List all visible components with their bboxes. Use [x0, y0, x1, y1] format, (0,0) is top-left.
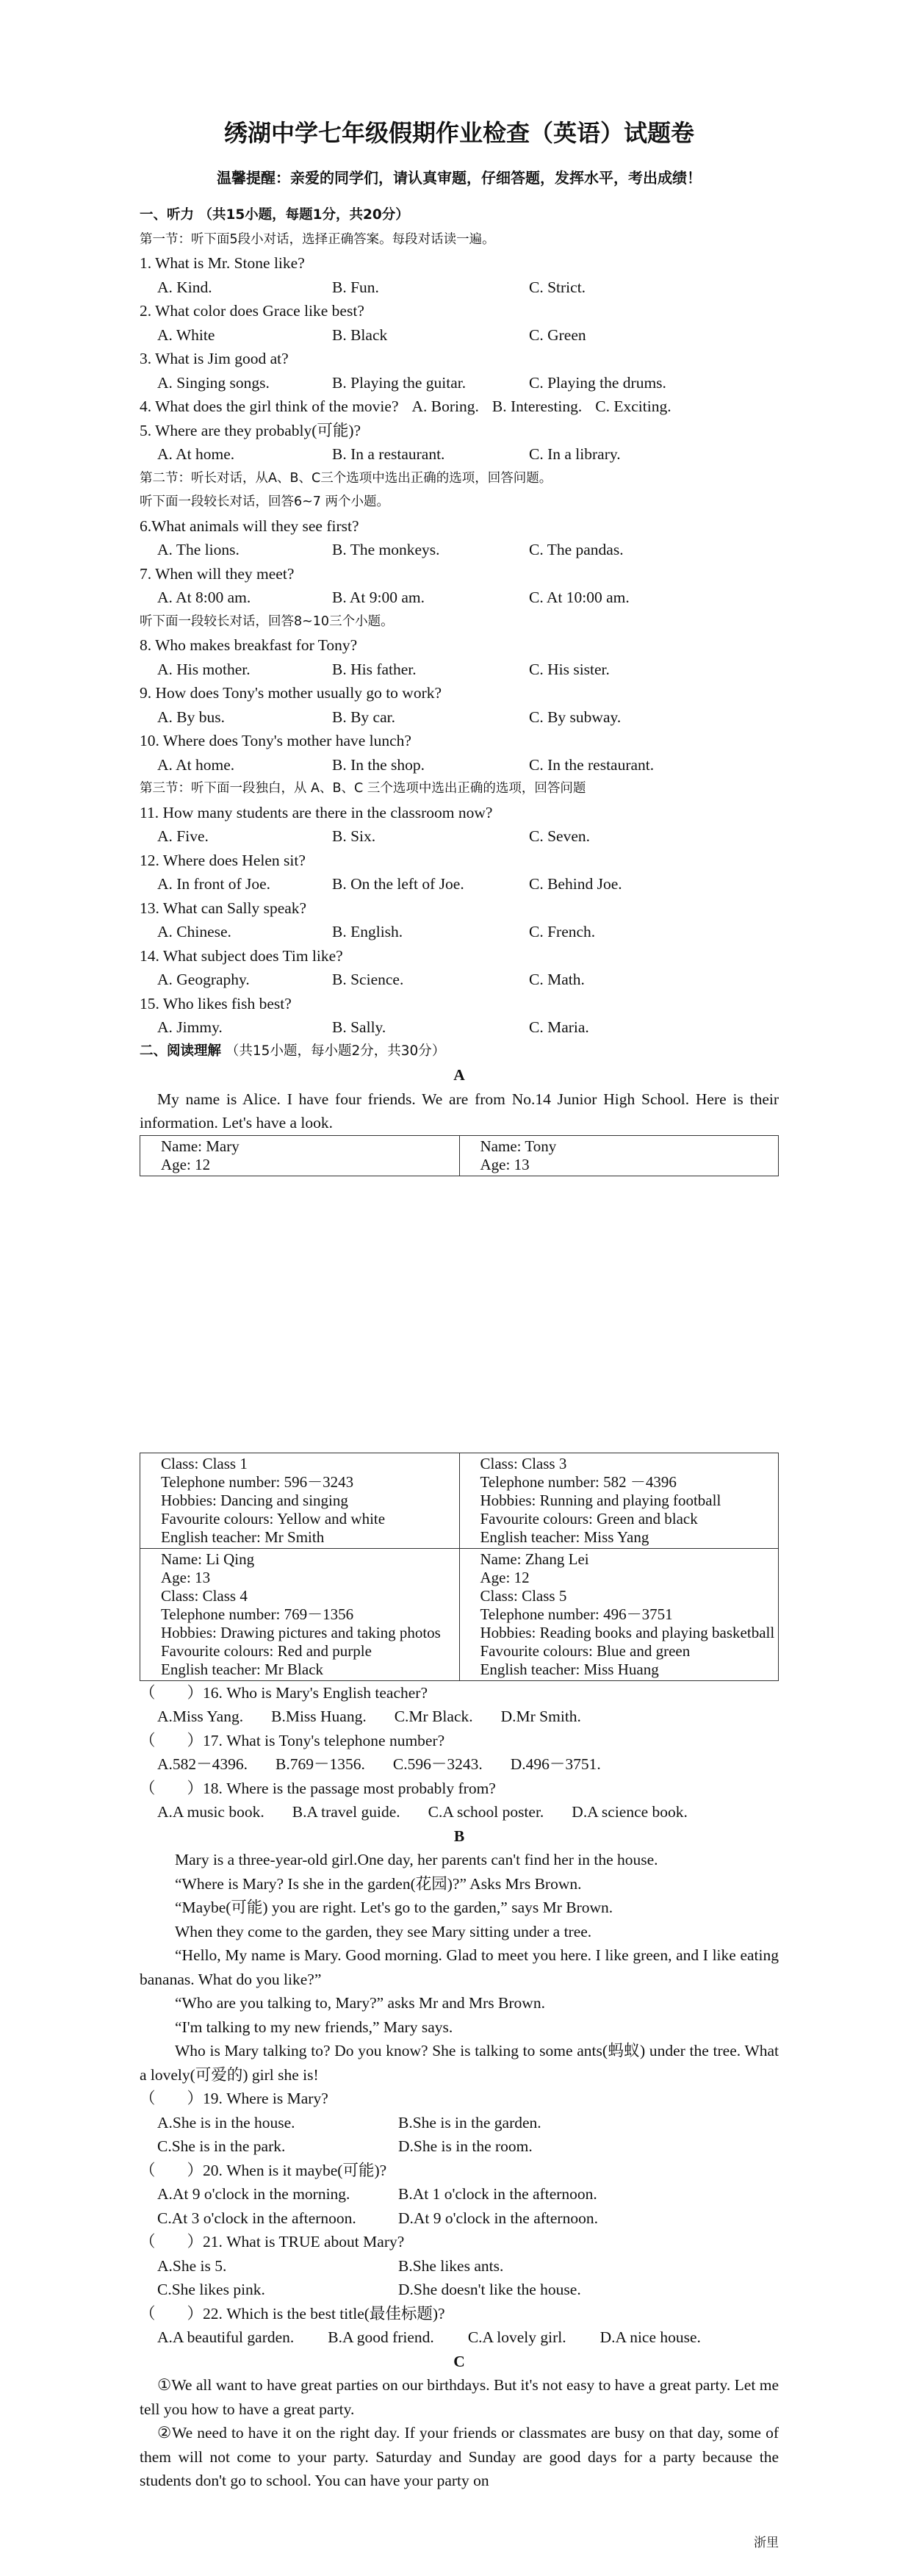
- passage-paragraph: ②We need to have it on the right day. If your friends or classmates are busy on that day, some of them will not come to your party. Saturday and Sunday are good days for a party because the students don't go to school. You can have your party on: [140, 2424, 779, 2489]
- option: C.She is in the park.: [157, 2137, 286, 2155]
- option-c: C. Maria.: [529, 1018, 589, 1036]
- option-c: C. Math.: [529, 971, 585, 988]
- cell-line: Telephone number: 496－3751: [480, 1605, 673, 1623]
- option-b: B. English.: [332, 923, 403, 940]
- option-b: B. Fun.: [332, 278, 379, 296]
- passage-paragraph: “Who are you talking to, Mary?” asks Mr and Mrs Brown.: [175, 1994, 545, 2012]
- section2-heading: 二、阅读理解 （共15小题，每小题2分，共30分）: [140, 1043, 446, 1059]
- table-cell: [459, 1548, 779, 1680]
- option-a: A. By bus.: [157, 708, 225, 726]
- option-a: A. At home.: [157, 755, 235, 774]
- section1-heading: 一、听力 （共15小题，每题1分，共20分）: [140, 207, 409, 223]
- cell-line: Favourite colours: Red and purple: [161, 1641, 372, 1660]
- question-stem: 12. Where does Helen sit?: [140, 851, 306, 869]
- info-table: [140, 1453, 779, 1681]
- option: C.Mr Black.: [394, 1708, 473, 1725]
- reminder-text: 温馨提醒：亲爱的同学们，请认真审题，仔细答题，发挥水平，考出成绩！: [217, 169, 702, 187]
- option-b: B. On the left of Joe.: [332, 875, 464, 893]
- option-a: A. Boring.: [411, 397, 479, 415]
- question-stem: 5. Where are they probably(可能)?: [140, 421, 361, 439]
- options-row: [140, 705, 779, 730]
- passage-paragraph: “I'm talking to my new friends,” Mary says.: [175, 2018, 453, 2036]
- options-row: [140, 872, 779, 896]
- options-row: [140, 658, 779, 682]
- option-c: C. In a library.: [529, 445, 621, 463]
- option-b: B. At 9:00 am.: [332, 589, 425, 606]
- options-row: [140, 2278, 779, 2302]
- option: D.She doesn't like the house.: [398, 2281, 581, 2298]
- question-stem: （ ）22. Which is the best title(最佳标题)?: [140, 2304, 445, 2323]
- option-b: B. By car.: [332, 708, 395, 726]
- table-cell: [459, 1453, 779, 1548]
- option: A.A beautiful garden.: [157, 2328, 295, 2346]
- option-b: B. In the shop.: [332, 755, 425, 774]
- options-row: [140, 1015, 779, 1040]
- passage-b-label: B: [453, 1827, 465, 1845]
- option-a: A. His mother.: [157, 660, 251, 678]
- options-row: [140, 2254, 779, 2278]
- options-row: [140, 2111, 779, 2135]
- info-table-top: [140, 1135, 779, 1176]
- options-row: [140, 2206, 779, 2231]
- listening-questions-11-15: [140, 801, 779, 1040]
- option-c: C. Playing the drums.: [529, 373, 666, 392]
- option-b: B. Science.: [332, 971, 404, 988]
- listening-questions-6-7: [140, 514, 779, 610]
- table-cell-tony: Name: Tony Age: 13: [459, 1135, 779, 1176]
- option-c: C. Exciting.: [595, 397, 671, 415]
- cell-line: Telephone number: 582 －4396: [480, 1472, 677, 1491]
- option: B.Miss Huang.: [271, 1708, 367, 1725]
- options-row: [140, 2134, 779, 2159]
- question-stem: 11. How many students are there in the classroom now?: [140, 803, 493, 821]
- options-row: [140, 586, 779, 610]
- passage-paragraph: ①We all want to have great parties on our birthdays. But it's not easy to have a great party. Let me tell you how to have a great party.: [140, 2376, 779, 2418]
- option-a: A. White: [157, 325, 215, 344]
- cell-line: Favourite colours: Green and black: [480, 1509, 698, 1528]
- passage-a-questions: [140, 1681, 779, 1824]
- option: A.She is in the house.: [157, 2113, 295, 2131]
- table-cell: [140, 1548, 460, 1680]
- cell-line: Class: Class 5: [480, 1586, 567, 1605]
- cell-line: Hobbies: Reading books and playing basketball: [480, 1623, 775, 1641]
- question-stem: 6.What animals will they see first?: [140, 517, 359, 535]
- option-a: A. Jimmy.: [157, 1018, 223, 1036]
- option-c: C. French.: [529, 923, 596, 940]
- option: B.769－1356.: [276, 1755, 365, 1773]
- option: C.A school poster.: [428, 1803, 544, 1821]
- option: B.She likes ants.: [398, 2256, 504, 2275]
- option: A.She is 5.: [157, 2256, 227, 2275]
- passage-b-text: [140, 1848, 779, 2087]
- cell-line: English teacher: Mr Smith: [161, 1528, 325, 1546]
- option-a: A. In front of Joe.: [157, 875, 271, 893]
- cell-line: Class: Class 1: [161, 1454, 248, 1472]
- option: D.A science book.: [572, 1803, 688, 1821]
- question-stem: 3. What is Jim good at?: [140, 350, 289, 367]
- options-row: [140, 442, 779, 467]
- options-row: [140, 824, 779, 849]
- passage-a-intro: My name is Alice. I have four friends. We are from No.14 Junior High School. Here is their information. Let's have a look.: [140, 1090, 779, 1132]
- question-stem: （ ）20. When is it maybe(可能)?: [140, 2161, 387, 2179]
- option-c: C. Strict.: [529, 278, 586, 296]
- section1-part1: 第一节：听下面5段小对话，选择正确答案。每段对话读一遍。: [140, 231, 495, 247]
- options-row: [140, 968, 779, 992]
- option: A.Miss Yang.: [157, 1708, 244, 1725]
- listening-questions-1-5: [140, 251, 779, 467]
- passage-paragraph: “Hello, My name is Mary. Good morning. Glad to meet you here. I like green, and I like eating bananas. What do you like?”: [140, 1946, 779, 1988]
- option: C.596－3243.: [392, 1755, 483, 1773]
- question-stem: 2. What color does Grace like best?: [140, 302, 364, 320]
- option-c: C. Green: [529, 325, 586, 344]
- option-c: C. At 10:00 am.: [529, 589, 630, 606]
- option: D.Mr Smith.: [500, 1708, 581, 1725]
- cell-line: Class: Class 4: [161, 1586, 248, 1605]
- option-b: B. Six.: [332, 827, 376, 845]
- options-row: [140, 1752, 779, 1777]
- option: C.A lovely girl.: [467, 2328, 566, 2346]
- option-a: A. At home.: [157, 445, 235, 463]
- blank-space: [140, 1176, 779, 1453]
- question-stem: （ ）19. Where is Mary?: [140, 2090, 328, 2107]
- option-a: A. Singing songs.: [157, 373, 270, 392]
- section1-part2: 第二节：听长对话，从A、B、C三个选项中选出正确的选项，回答问题。: [140, 470, 552, 486]
- question-stem: 9. How does Tony's mother usually go to work?: [140, 684, 442, 702]
- cell-line: Age: 13: [161, 1568, 211, 1586]
- option-b: B. His father.: [332, 660, 417, 678]
- question-stem: 1. What is Mr. Stone like?: [140, 254, 305, 272]
- passage-c-label: C: [453, 2352, 465, 2370]
- cell-line: Name: Li Qing: [161, 1550, 255, 1568]
- passage-a-label: A: [453, 1066, 465, 1084]
- cell-line: Favourite colours: Yellow and white: [161, 1509, 386, 1528]
- option: A.582－4396.: [157, 1755, 248, 1773]
- option-a: A. At 8:00 am.: [157, 589, 251, 606]
- passage-paragraph: “Where is Mary? Is she in the garden(花园)?” Asks Mrs Brown.: [175, 1874, 582, 1893]
- option: B.A good friend.: [328, 2328, 434, 2346]
- section1-long2: 听下面一段较长对话，回答8~10三个小题。: [140, 614, 394, 629]
- passage-paragraph: “Maybe(可能) you are right. Let's go to the garden,” says Mr Brown.: [175, 1899, 613, 1916]
- option: D.A nice house.: [599, 2328, 701, 2346]
- exam-page: [140, 110, 779, 2493]
- option: D.At 9 o'clock in the afternoon.: [398, 2209, 598, 2227]
- option-a: A. Five.: [157, 827, 209, 845]
- question-stem: （ ）18. Where is the passage most probably from?: [140, 1779, 496, 1797]
- passage-b-questions: [140, 2087, 779, 2302]
- option: D.She is in the room.: [398, 2137, 533, 2155]
- option: C.At 3 o'clock in the afternoon.: [157, 2209, 356, 2227]
- question-stem: （ ）16. Who is Mary's English teacher?: [140, 1683, 428, 1702]
- passage-paragraph: When they come to the garden, they see Mary sitting under a tree.: [175, 1922, 592, 1940]
- table-cell-mary: Name: Mary Age: 12: [140, 1135, 460, 1176]
- listening-questions-8-10: [140, 633, 779, 777]
- option: D.496－3751.: [510, 1755, 601, 1773]
- options-row: [140, 276, 779, 300]
- options-row: [140, 371, 779, 395]
- options-row: [140, 2182, 779, 2206]
- cell-line: Class: Class 3: [480, 1454, 567, 1472]
- option-a: A. The lions.: [157, 541, 240, 558]
- question-stem: 10. Where does Tony's mother have lunch?: [140, 732, 411, 749]
- cell-line: Age: 12: [480, 1568, 530, 1586]
- question-stem: [140, 395, 779, 419]
- passage-paragraph: Mary is a three-year-old girl.One day, her parents can't find her in the house.: [175, 1851, 658, 1868]
- options-row: [140, 323, 779, 348]
- options-row: [140, 538, 779, 562]
- option-b: B. Playing the guitar.: [332, 373, 467, 392]
- cell-line: English teacher: Mr Black: [161, 1660, 324, 1678]
- section1-long1: 听下面一段较长对话，回答6~7 两个小题。: [140, 494, 389, 509]
- option-b: B. Black: [332, 325, 388, 344]
- question-stem: 8. Who makes breakfast for Tony?: [140, 636, 358, 654]
- cell-line: Telephone number: 596－3243: [161, 1472, 354, 1491]
- cell-line: Telephone number: 769－1356: [161, 1605, 354, 1623]
- options-row: [140, 1705, 779, 1729]
- option: B.A travel guide.: [292, 1803, 400, 1821]
- option-c: C. The pandas.: [529, 541, 624, 558]
- question-stem: （ ）21. What is TRUE about Mary?: [140, 2233, 405, 2251]
- cell-line: Favourite colours: Blue and green: [480, 1641, 691, 1660]
- options-row: [140, 2325, 779, 2350]
- option: B.She is in the garden.: [398, 2113, 541, 2131]
- question-stem: 13. What can Sally speak?: [140, 899, 307, 917]
- option-a: A. Kind.: [157, 278, 212, 296]
- cell-line: English teacher: Miss Yang: [480, 1528, 649, 1546]
- question-22: [140, 2302, 779, 2350]
- option: A.At 9 o'clock in the morning.: [157, 2185, 350, 2203]
- table-cell: [140, 1453, 460, 1548]
- option-b: B. Sally.: [332, 1018, 386, 1036]
- option-c: C. By subway.: [529, 708, 622, 726]
- passage-paragraph: Who is Mary talking to? Do you know? She is talking to some ants(蚂蚁) under the tree. What a lovely(可爱的) girl she is!: [140, 2042, 779, 2084]
- option-c: C. Seven.: [529, 827, 591, 845]
- cell-line: English teacher: Miss Huang: [480, 1660, 659, 1678]
- question-stem: 7. When will they meet?: [140, 564, 295, 583]
- options-row: [140, 1800, 779, 1824]
- option-b: B. In a restaurant.: [332, 445, 445, 463]
- option: A.A music book.: [157, 1803, 264, 1821]
- cell-line: Hobbies: Dancing and singing: [161, 1491, 348, 1509]
- question-stem-text: 4. What does the girl think of the movie?: [140, 397, 399, 415]
- question-stem: （ ）17. What is Tony's telephone number?: [140, 1731, 445, 1749]
- option-c: C. His sister.: [529, 660, 610, 678]
- option-b: B. The monkeys.: [332, 541, 440, 558]
- cell-line: Hobbies: Drawing pictures and taking photos: [161, 1623, 441, 1641]
- question-stem: 15. Who likes fish best?: [140, 994, 292, 1012]
- question-stem: 14. What subject does Tim like?: [140, 946, 343, 965]
- option: C.She likes pink.: [157, 2281, 265, 2298]
- options-row: [140, 920, 779, 944]
- option: B.At 1 o'clock in the afternoon.: [398, 2185, 597, 2203]
- option-a: A. Chinese.: [157, 923, 231, 940]
- section1-part3: 第三节：听下面一段独白，从 A、B、C 三个选项中选出正确的选项，回答问题: [140, 781, 586, 796]
- passage-c-text: [140, 2373, 779, 2493]
- page-title: 绣湖中学七年级假期作业检查（英语）试题卷: [223, 119, 694, 147]
- page-footer: 浙里: [754, 2536, 779, 2550]
- cell-line: Name: Zhang Lei: [480, 1550, 589, 1568]
- options-row: [140, 753, 779, 777]
- option-b: B. Interesting.: [491, 397, 583, 415]
- option-a: A. Geography.: [157, 971, 250, 988]
- option-c: C. In the restaurant.: [529, 755, 655, 774]
- option-c: C. Behind Joe.: [529, 875, 622, 893]
- cell-line: Hobbies: Running and playing football: [480, 1491, 721, 1509]
